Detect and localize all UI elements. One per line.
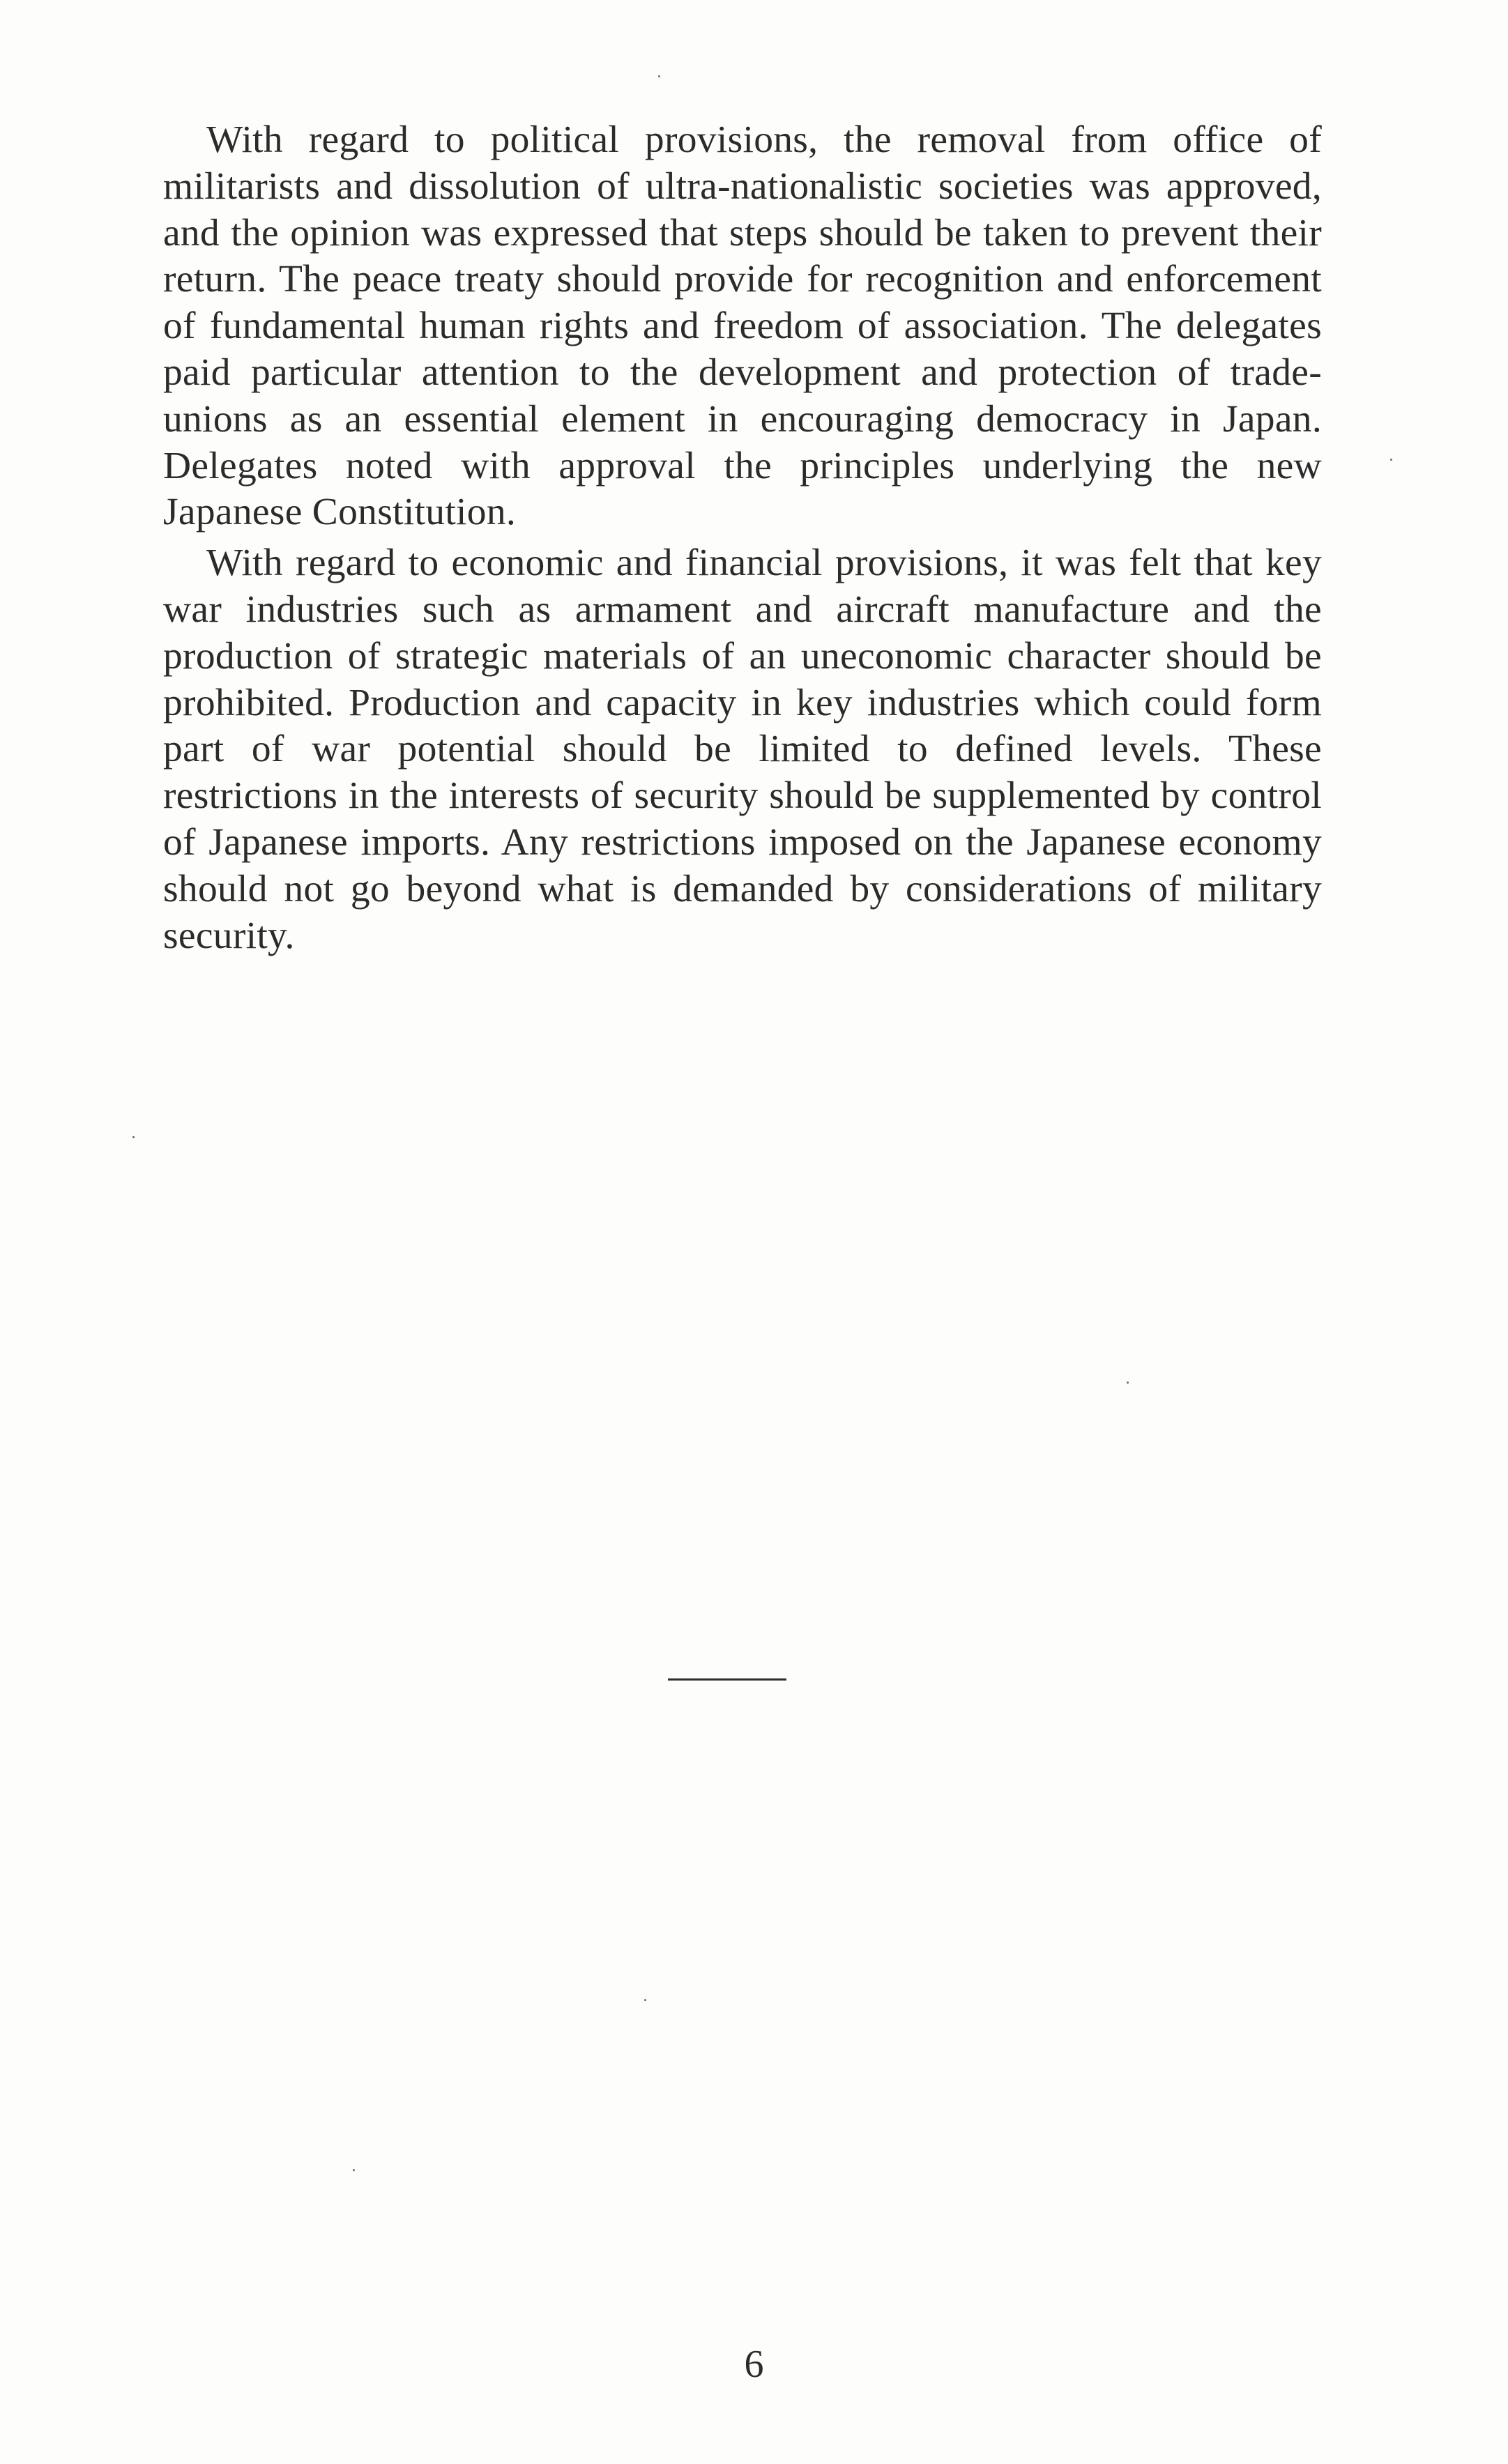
paragraph-political-provisions: With regard to political provisions, the removal from office of militarists and dissolution of ultra-nationalistic societies was approved, and the opinion was expressed that steps should be taken to prevent their return. The peace treaty should provide for recognition and enforcement of fundamental human rights and freedom of association. The delegates paid particular attention to the development and protection of trade-unions as an essential element in encouraging democracy in Japan. Delegates noted with approval the principles underlying the new Japanese Constitution. [163,118,1322,534]
scan-speck [644,1999,646,2001]
paragraph-economic-provisions: With regard to economic and financial provisions, it was felt that key war industries such as armament and aircraft manufacture and the production of strategic materials of an uneconomic character should be prohibited. Production and capacity in key industries which could form part of war potential should be limited to defined levels. These restrictions in the interests of security should be supplemented by control of Japanese imports. Any restrictions imposed on the Japanese economy should not go beyond what is demanded by considerations of military security. [163,542,1322,957]
scan-speck [658,75,660,77]
scan-speck [353,2169,355,2171]
scan-speck [1390,459,1392,461]
scan-speck [1127,1382,1129,1384]
page-number: 6 [744,2343,764,2386]
section-divider [668,1678,786,1681]
scan-speck [132,1136,135,1138]
body-text [163,117,1322,963]
